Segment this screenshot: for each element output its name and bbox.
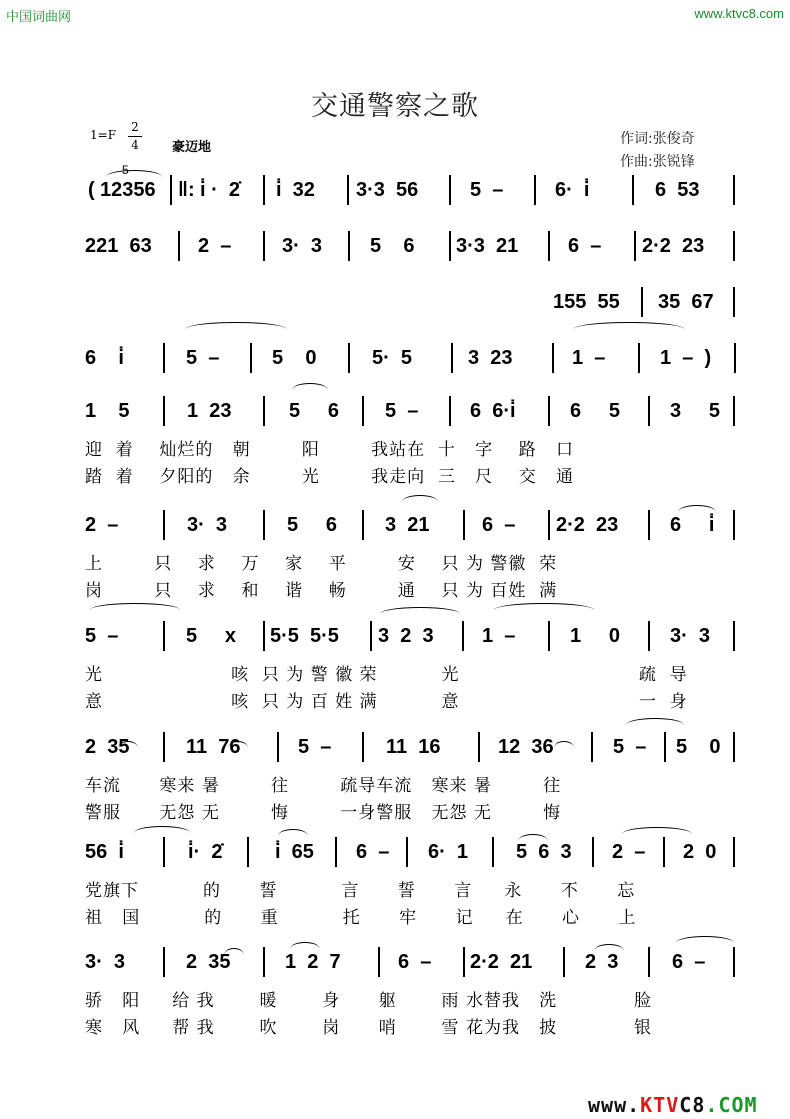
note-group: 1 0 bbox=[570, 625, 621, 647]
bar-line bbox=[634, 231, 636, 261]
tempo-marking: 豪迈地 bbox=[172, 140, 212, 155]
bar-line bbox=[664, 732, 666, 762]
note-group: 3 21 bbox=[385, 514, 430, 536]
slur bbox=[224, 948, 244, 962]
note-group: 6 – bbox=[568, 235, 602, 257]
song-title: 交通警察之歌 bbox=[311, 91, 479, 122]
bar-line bbox=[548, 510, 550, 540]
note-group: 5· 5 bbox=[372, 347, 413, 369]
bar-line bbox=[632, 175, 634, 205]
score-row bbox=[0, 840, 790, 928]
meter-top: 2 bbox=[131, 120, 139, 134]
bar-line bbox=[178, 231, 180, 261]
bar-line bbox=[362, 396, 364, 426]
key-signature: 1=F bbox=[90, 128, 117, 142]
bar-line bbox=[451, 343, 453, 373]
bar-line bbox=[648, 947, 650, 977]
bar-line bbox=[250, 343, 252, 373]
score-row bbox=[0, 163, 790, 218]
note-group: 3 2 3 bbox=[378, 625, 434, 647]
bar-line bbox=[462, 621, 464, 651]
bar-line bbox=[370, 621, 372, 651]
slur bbox=[676, 936, 734, 950]
bar-line bbox=[548, 231, 550, 261]
slur bbox=[118, 741, 138, 755]
note-group: 1 – bbox=[482, 625, 516, 647]
score-row bbox=[0, 234, 790, 274]
lyric-line-verse-2: 踏 着 夕阳的 余 光 我走向 三 尺 交 通 bbox=[85, 467, 574, 487]
note-group: 1 – ) bbox=[660, 347, 712, 369]
lyric-line-verse-1: 车流 寒来 暑 往 疏导车流 寒来 暑 往 bbox=[85, 776, 562, 796]
site-url[interactable]: www.ktvc8.com bbox=[694, 6, 784, 21]
bar-line bbox=[163, 732, 165, 762]
note-group: 5 – bbox=[298, 736, 332, 758]
bar-line bbox=[362, 732, 364, 762]
bar-line bbox=[348, 343, 350, 373]
note-group: 5 – bbox=[470, 179, 504, 201]
note-group: 2 – bbox=[198, 235, 232, 257]
note-group: 6 – bbox=[672, 951, 706, 973]
score-row bbox=[0, 399, 790, 487]
bar-line bbox=[552, 343, 554, 373]
note-group: 5 – bbox=[613, 736, 647, 758]
bar-line bbox=[591, 732, 593, 762]
lyric-line-verse-1: 党旗下 的 誓 言 誓 言 永 不 忘 bbox=[85, 881, 636, 901]
slur bbox=[90, 603, 180, 617]
meter-line bbox=[128, 136, 142, 137]
lyric-line-verse-1: 光 咳 只 为 警 徽 荣 光 疏 导 bbox=[85, 665, 688, 685]
note-group: i̇ 65 bbox=[275, 841, 314, 863]
note-group: 5 x bbox=[186, 625, 237, 647]
note-group: 5 6 bbox=[370, 235, 415, 257]
note-group: 3·3 21 bbox=[456, 235, 519, 257]
note-group: 2 35 bbox=[186, 951, 231, 973]
note-group: 6 – bbox=[482, 514, 516, 536]
bar-line bbox=[348, 231, 350, 261]
slur bbox=[186, 322, 286, 336]
lyricist-credit: 作词:张俊奇 bbox=[620, 131, 695, 147]
note-group: 5 6 bbox=[289, 400, 340, 422]
score-row bbox=[0, 624, 790, 712]
note-group: 2·2 23 bbox=[556, 514, 619, 536]
lyric-line-verse-2: 岗 只 求 和 谐 畅 通 只 为 百姓 满 bbox=[85, 581, 558, 601]
bar-line bbox=[492, 837, 494, 867]
bar-line bbox=[648, 621, 650, 651]
bar-line bbox=[277, 732, 279, 762]
bar-line bbox=[263, 510, 265, 540]
note-group: 56 i̇ bbox=[85, 841, 124, 863]
bar-line bbox=[362, 510, 364, 540]
note-group: 6· i̇ bbox=[555, 179, 590, 201]
note-group: 11 16 bbox=[386, 736, 441, 758]
bar-line bbox=[734, 343, 736, 373]
bar-line bbox=[663, 837, 665, 867]
bar-line bbox=[563, 947, 565, 977]
bar-line bbox=[378, 947, 380, 977]
logo-www: www. bbox=[588, 1093, 641, 1117]
slur bbox=[518, 834, 548, 848]
bar-line bbox=[463, 510, 465, 540]
note-group: 3· 3 bbox=[187, 514, 228, 536]
score-row bbox=[0, 513, 790, 601]
bar-line bbox=[733, 837, 735, 867]
note-group: 5 6 bbox=[287, 514, 338, 536]
note-group: 6 – bbox=[356, 841, 390, 863]
note-group: 6 i̇ bbox=[670, 514, 715, 536]
note-group: 2 35 bbox=[85, 736, 130, 758]
note-group: 3 23 bbox=[468, 347, 513, 369]
slur bbox=[494, 603, 594, 617]
lyric-line-verse-2: 警服 无怨 无 悔 一身警服 无怨 无 悔 bbox=[85, 803, 562, 823]
note-group: 5 – bbox=[85, 625, 119, 647]
bar-line bbox=[534, 175, 536, 205]
note-group: 35 67 bbox=[658, 291, 714, 313]
slur bbox=[574, 322, 684, 336]
bar-line bbox=[733, 231, 735, 261]
slur bbox=[278, 829, 308, 843]
note-group: ( bbox=[88, 179, 95, 201]
slur bbox=[402, 495, 438, 509]
note-group: 1 5 bbox=[85, 400, 130, 422]
composer-credit: 作曲:张锐锋 bbox=[620, 154, 695, 170]
bar-line bbox=[638, 343, 640, 373]
note-group: 6 53 bbox=[655, 179, 700, 201]
tuplet-slur bbox=[106, 170, 162, 184]
bar-line bbox=[163, 621, 165, 651]
note-group: 2 0 bbox=[683, 841, 717, 863]
tuplet-number: 5 bbox=[122, 163, 129, 177]
bar-line bbox=[648, 396, 650, 426]
bar-line bbox=[406, 837, 408, 867]
bar-line bbox=[263, 231, 265, 261]
site-name[interactable]: 中国词曲网 bbox=[6, 10, 72, 25]
bar-line bbox=[733, 732, 735, 762]
bar-line bbox=[163, 947, 165, 977]
note-group: 5 – bbox=[186, 347, 220, 369]
bar-line bbox=[592, 837, 594, 867]
bar-line bbox=[548, 621, 550, 651]
slur bbox=[380, 607, 460, 621]
bar-line bbox=[463, 947, 465, 977]
lyric-line-verse-2: 寒 风 帮 我 吹 岗 哨 雪 花为我 披 银 bbox=[85, 1018, 652, 1038]
slur bbox=[292, 383, 328, 397]
note-group: 2 – bbox=[85, 514, 119, 536]
slur bbox=[626, 718, 684, 732]
note-group: 12356 bbox=[100, 179, 156, 201]
bar-line bbox=[478, 732, 480, 762]
bar-line bbox=[335, 837, 337, 867]
bar-line bbox=[449, 175, 451, 205]
note-group: i̇· 2̇ bbox=[188, 841, 223, 863]
note-group: 5 – bbox=[385, 400, 419, 422]
note-group: 5 0 bbox=[272, 347, 317, 369]
slur bbox=[228, 741, 248, 755]
note-group: i̇ · 2̇ bbox=[200, 179, 241, 201]
bar-line bbox=[263, 396, 265, 426]
bar-line bbox=[163, 343, 165, 373]
note-group: 6· 1 bbox=[428, 841, 469, 863]
lyric-line-verse-1: 迎 着 灿烂的 朝 阳 我站在 十 字 路 口 bbox=[85, 440, 574, 460]
note-group: 11 76 bbox=[186, 736, 241, 758]
bar-line bbox=[733, 287, 735, 317]
logo-com: .COM bbox=[705, 1093, 758, 1117]
bar-line bbox=[733, 396, 735, 426]
bar-line bbox=[263, 175, 265, 205]
score-row bbox=[0, 346, 790, 386]
note-group: 5 0 bbox=[676, 736, 721, 758]
bar-line bbox=[347, 175, 349, 205]
bar-line bbox=[449, 231, 451, 261]
note-group: 2 – bbox=[612, 841, 646, 863]
bar-line bbox=[733, 175, 735, 205]
lyric-line-verse-2: 意 咳 只 为 百 姓 满 意 一 身 bbox=[85, 692, 688, 712]
note-group: 6 6·i̇ bbox=[470, 400, 516, 422]
note-group: 6 5 bbox=[570, 400, 621, 422]
note-group: 3·3 56 bbox=[356, 179, 419, 201]
note-group: 2·2 23 bbox=[642, 235, 705, 257]
slur bbox=[134, 826, 190, 840]
meter-bottom: 4 bbox=[131, 138, 139, 152]
bar-line bbox=[170, 175, 172, 205]
slur bbox=[622, 827, 692, 841]
logo-c8: C8 bbox=[679, 1093, 706, 1117]
slur bbox=[594, 944, 624, 958]
time-signature bbox=[128, 120, 142, 153]
note-group: 3· 3 bbox=[282, 235, 323, 257]
note-group: 5 6 3 bbox=[516, 841, 572, 863]
bar-line bbox=[263, 621, 265, 651]
note-group: 6 i̇ bbox=[85, 347, 124, 369]
lyric-line-verse-1: 骄 阳 给 我 暖 身 躯 雨 水替我 洗 脸 bbox=[85, 991, 652, 1011]
lyric-line-verse-2: 祖 国 的 重 托 牢 记 在 心 上 bbox=[85, 908, 637, 928]
note-group: 6 – bbox=[398, 951, 432, 973]
lyric-line-verse-1: 上 只 求 万 家 平 安 只 为 警徽 荣 bbox=[85, 554, 558, 574]
bar-line bbox=[163, 837, 165, 867]
bar-line bbox=[163, 396, 165, 426]
slur bbox=[554, 741, 574, 755]
note-group: 3· 3 bbox=[670, 625, 711, 647]
note-group: 3 5 bbox=[670, 400, 721, 422]
score-row bbox=[0, 735, 790, 823]
footer-logo bbox=[588, 1093, 758, 1117]
bar-line bbox=[641, 287, 643, 317]
note-group: 2·2 21 bbox=[470, 951, 533, 973]
bar-line bbox=[733, 621, 735, 651]
note-group: 5·5 5·5 bbox=[270, 625, 339, 647]
note-group: 221 63 bbox=[85, 235, 152, 257]
score-row bbox=[0, 950, 790, 1038]
note-group: 1 – bbox=[572, 347, 606, 369]
slur bbox=[290, 942, 320, 956]
note-group: ‖: bbox=[178, 179, 195, 201]
bar-line bbox=[733, 947, 735, 977]
bar-line bbox=[449, 396, 451, 426]
bar-line bbox=[733, 510, 735, 540]
note-group: 1 23 bbox=[187, 400, 232, 422]
note-group: 1 2 7 bbox=[285, 951, 341, 973]
slur bbox=[678, 505, 716, 519]
bar-line bbox=[247, 837, 249, 867]
note-group: i̇ 32 bbox=[276, 179, 315, 201]
note-group: 3· 3 bbox=[85, 951, 126, 973]
bar-line bbox=[548, 396, 550, 426]
note-group: 12 36 bbox=[498, 736, 554, 758]
bar-line bbox=[648, 510, 650, 540]
bar-line bbox=[263, 947, 265, 977]
note-group: 155 55 bbox=[553, 291, 620, 313]
logo-ktv: KTV bbox=[640, 1093, 680, 1117]
note-group: 2 3 bbox=[585, 951, 619, 973]
bar-line bbox=[163, 510, 165, 540]
